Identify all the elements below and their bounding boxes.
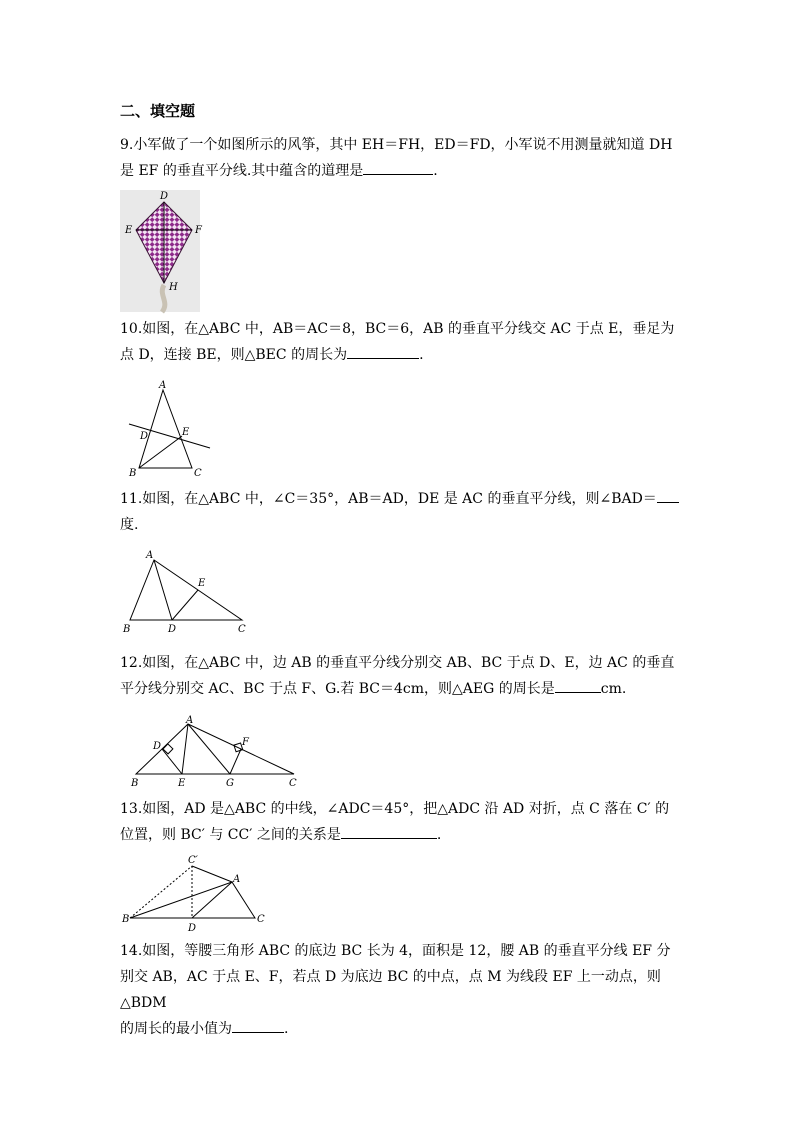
svg-text:G: G [226, 778, 234, 789]
svg-text:B: B [129, 468, 137, 479]
svg-text:C: C [238, 624, 246, 635]
question-11-line-1: 11.如图，在△ABC 中，∠C＝35°，AB＝AD，DE 是 AC 的垂直平分线，则∠BAD＝ [120, 486, 700, 512]
svg-text:E: E [178, 778, 186, 789]
svg-text:D: D [153, 741, 162, 752]
question-13-line-1: 13.如图，AD 是△ABC 的中线，∠ADC＝45°，把△ADC 沿 AD 对折，点 C 落在 C′ 的 [120, 801, 670, 817]
svg-text:C′: C′ [188, 855, 198, 866]
svg-text:B: B [123, 624, 131, 635]
svg-text:C: C [194, 468, 202, 479]
svg-text:A: A [186, 715, 194, 726]
answer-blank-11[interactable] [657, 486, 679, 503]
question-13-line-2: 位置，则 BC′ 与 CC′ 之间的关系是 . [120, 822, 700, 848]
kite-label-d: D [160, 191, 169, 202]
question-9-line-2: 是 EF 的垂直平分线.其中蕴含的道理是 . [120, 158, 700, 184]
section-title: 二、填空题 [120, 102, 196, 120]
figure-q13 [120, 852, 270, 934]
svg-text:A: A [146, 550, 154, 561]
svg-text:B: B [131, 778, 139, 789]
question-10 [120, 316, 700, 368]
question-10-line-2: 点 D，连接 BE，则△BEC 的周长为 . [120, 342, 700, 368]
svg-text:A: A [233, 874, 241, 885]
figure-q10 [124, 378, 216, 478]
question-9 [120, 132, 700, 184]
question-14 [120, 938, 700, 1042]
answer-blank-13[interactable] [341, 822, 437, 839]
svg-text:D: D [140, 431, 149, 442]
answer-blank-9[interactable] [363, 158, 433, 175]
kite-label-f: F [195, 225, 202, 236]
question-12-line-2: 平分线分别交 AC、BC 于点 F、G.若 BC＝4cm，则△AEG 的周长是 cm. [120, 676, 700, 702]
question-12-line-1: 12.如图，在△ABC 中，边 AB 的垂直平分线分别交 AB、BC 于点 D、E，边 AC 的垂直 [120, 655, 675, 671]
svg-text:C: C [257, 914, 265, 925]
svg-text:F: F [242, 737, 249, 748]
question-10-line-1: 10.如图，在△ABC 中，AB＝AC＝8，BC＝6，AB 的垂直平分线交 AC 于点 E，垂足为 [120, 321, 675, 337]
figure-kite [120, 190, 200, 312]
svg-text:A: A [159, 380, 167, 391]
kite-label-h: H [169, 282, 178, 293]
svg-text:D: D [188, 923, 197, 934]
svg-text:D: D [168, 624, 177, 635]
svg-text:B: B [122, 914, 130, 925]
svg-text:C: C [289, 778, 297, 789]
question-14-line-2: 别交 AB，AC 于点 E、F，若点 D 为底边 BC 的中点，点 M 为线段 EF 上一动点，则△BDM [120, 969, 661, 1011]
question-14-line-3: 的周长的最小值为 . [120, 1016, 700, 1042]
question-11 [120, 486, 700, 538]
question-12 [120, 650, 700, 702]
question-14-line-1: 14.如图，等腰三角形 ABC 的底边 BC 长为 4，面积是 12，腰 AB 的垂直平分线 EF 分 [120, 943, 671, 959]
question-13 [120, 796, 700, 848]
svg-text:E: E [198, 578, 206, 589]
figure-q11 [118, 548, 253, 636]
question-9-line-1: 9.小军做了一个如图所示的风筝，其中 EH＝FH，ED＝FD，小军说不用测量就知道 DH [120, 137, 673, 153]
question-11-line-2: 度. [120, 517, 139, 533]
svg-text:E: E [182, 427, 190, 438]
answer-blank-10[interactable] [347, 342, 419, 359]
answer-blank-12[interactable] [555, 676, 601, 693]
kite-label-e: E [125, 225, 133, 236]
answer-blank-14[interactable] [232, 1016, 284, 1033]
figure-q12 [128, 714, 303, 790]
